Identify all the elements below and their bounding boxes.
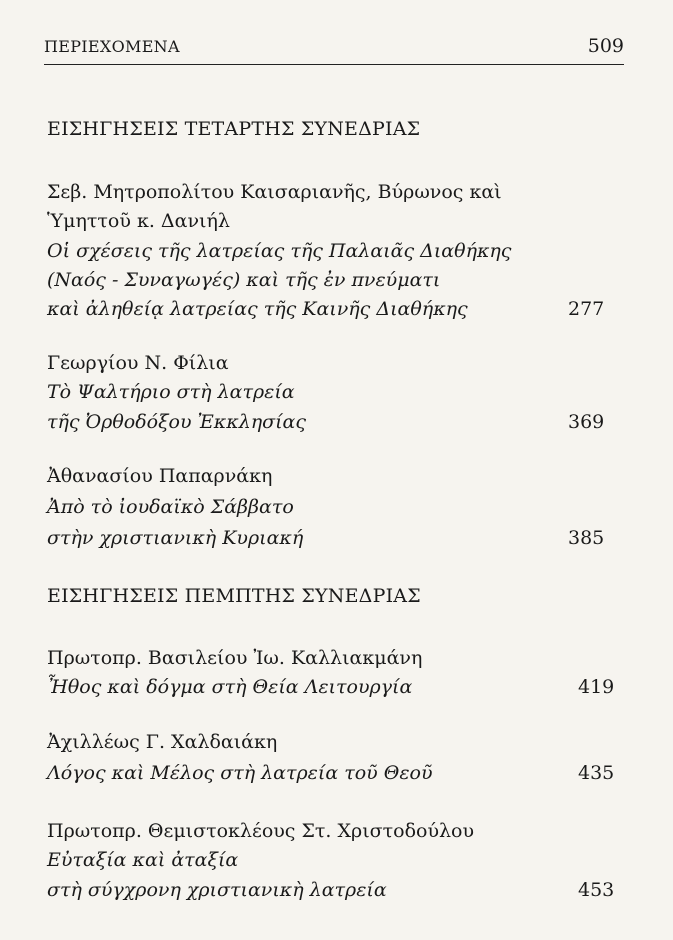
entry-page-number: 277 <box>568 298 605 320</box>
entry-title-line: Τὸ Ψαλτήριο στὴ λατρεία <box>47 381 295 403</box>
entry-author-line: Ὑμηττοῦ κ. Δανιήλ <box>47 210 230 232</box>
entry-author-line: Ἀχιλλέως Γ. Χαλδαιάκη <box>47 731 278 753</box>
header-page-number: 509 <box>587 35 624 57</box>
header-rule <box>44 64 624 65</box>
entry-title-line: (Ναός - Συναγωγές) καὶ τῆς ἐν πνεύματι <box>47 269 441 291</box>
entry-title-line: καὶ ἀληθείᾳ λατρείας τῆς Καινῆς Διαθήκης <box>47 298 468 320</box>
section-heading-fourth-session: ΕΙΣΗΓΗΣΕΙΣ ΤΕΤΑΡΤΗΣ ΣΥΝΕΔΡΙΑΣ <box>47 118 421 140</box>
entry-page-number: 453 <box>578 879 615 901</box>
entry-title-line: Ἀπὸ τὸ ἰουδαϊκὸ Σάββατο <box>47 496 294 518</box>
entry-title-line: τῆς Ὀρθοδόξου Ἐκκλησίας <box>47 411 307 433</box>
header-title: ΠΕΡΙΕΧΟΜΕΝΑ <box>44 37 180 56</box>
entry-author-line: Πρωτοπρ. Βασιλείου Ἰω. Καλλιακμάνη <box>47 647 423 669</box>
entry-title-line: Εὐταξία καὶ ἀταξία <box>47 849 239 871</box>
entry-page-number: 385 <box>568 527 605 549</box>
entry-author-line: Σεβ. Μητροπολίτου Καισαριανῆς, Βύρωνος καὶ <box>47 181 502 203</box>
entry-title-line: Ἦθος καὶ δόγμα στὴ Θεία Λειτουργία <box>47 676 413 698</box>
entry-page-number: 369 <box>568 411 605 433</box>
entry-author-line: Ἀθανασίου Παπαρνάκη <box>47 465 273 487</box>
entry-author-line: Πρωτοπρ. Θεμιστοκλέους Στ. Χριστοδούλου <box>47 820 475 842</box>
entry-author-line: Γεωργίου Ν. Φίλια <box>47 352 229 374</box>
entry-page-number: 419 <box>578 676 615 698</box>
entry-title-line: Οἱ σχέσεις τῆς λατρείας τῆς Παλαιᾶς Διαθήκης <box>47 240 512 262</box>
entry-title-line: στὴ σύγχρονη χριστιανικὴ λατρεία <box>47 879 387 901</box>
entry-title-line: Λόγος καὶ Μέλος στὴ λατρεία τοῦ Θεοῦ <box>47 762 433 784</box>
section-heading-fifth-session: ΕΙΣΗΓΗΣΕΙΣ ΠΕΜΠΤΗΣ ΣΥΝΕΔΡΙΑΣ <box>47 585 421 607</box>
entry-title-line: στὴν χριστιανικὴ Κυριακή <box>47 527 304 549</box>
entry-page-number: 435 <box>578 762 615 784</box>
running-header <box>44 37 624 65</box>
